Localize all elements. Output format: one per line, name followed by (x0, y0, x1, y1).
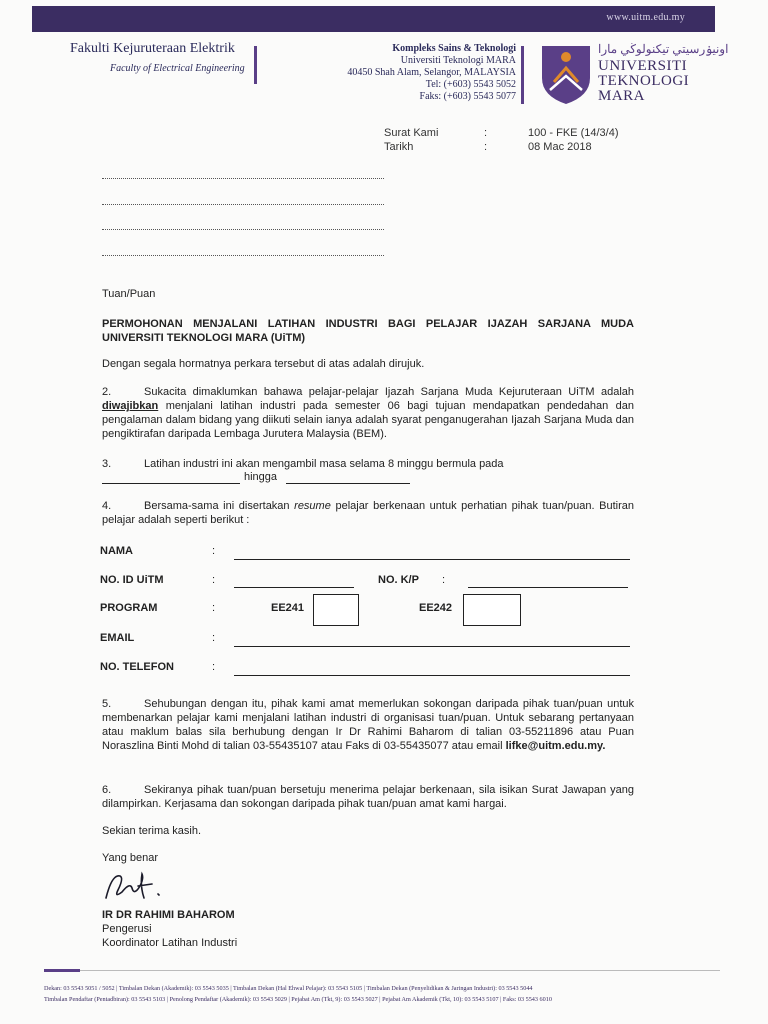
paragraph-5 (102, 697, 634, 753)
program-label: PROGRAM (100, 602, 158, 614)
ic-number-label: NO. K/P (378, 574, 419, 586)
footer-divider (80, 970, 720, 971)
address-line: Faks: (+603) 5543 5077 (419, 91, 516, 102)
date-colon: : (484, 141, 488, 153)
end-date-blank[interactable] (286, 483, 410, 484)
field-colon: : (212, 545, 216, 557)
contact-email: lifke@uitm.edu.my. (505, 740, 606, 752)
uitm-crest-logo (540, 44, 592, 106)
university-name-line: TEKNOLOGI (598, 73, 690, 89)
salutation: Tuan/Puan (102, 288, 156, 300)
university-name (598, 59, 689, 104)
paragraph-4 (102, 499, 634, 527)
student-id-label: NO. ID UiTM (100, 574, 164, 586)
opening-paragraph: Dengan segala hormatnya perkara tersebut di atas adalah dirujuk. (102, 358, 425, 370)
paragraph-3 (102, 457, 634, 471)
phone-label: NO. TELEFON (100, 661, 174, 673)
field-colon: : (212, 661, 216, 673)
field-colon: : (212, 602, 216, 614)
reference-colon: : (484, 127, 488, 139)
footer-contacts-line: Timbalan Pendaftar (Pentadbiran): 03 5543 5103 | Penolong Pendaftar (Akademik): 03 5543 5029 | Pejabat Am (Tkt, 9): 03 5543 5027 | Pejabat Am Akademik (Tkt, 10): 03 5543 5107 | Faks: 03 5543 6010 (44, 996, 552, 1003)
university-name-jawi: اونيۏرسيتي تيکنولوڬي مارا (598, 42, 729, 56)
paragraph-number: 5. (102, 698, 112, 710)
yang-benar: Yang benar (102, 852, 159, 864)
paragraph-text: hingga (244, 471, 278, 483)
field-colon: : (212, 574, 216, 586)
letter-subject: PERMOHONAN MENJALANI LATIHAN INDUSTRI BAGI PELAJAR IJAZAH SARJANA MUDA UNIVERSITI TEKNOLOGI MARA (UiTM) (102, 318, 634, 344)
footer-contacts-line: Dekan: 03 5543 5051 / 5052 | Timbalan Dekan (Akademik): 03 5543 5035 | Timbalan Dekan (Hal Ehwal Pelajar): 03 5543 5105 | Timbalan Dekan (Penyelidikan & Jaringan Industri): 03 5543 5044 (44, 985, 533, 992)
university-name-line: MARA (598, 88, 646, 104)
program-ee242-checkbox[interactable] (463, 594, 521, 626)
reference-number: 100 - FKE (14/3/4) (528, 127, 619, 139)
recipient-address-line[interactable] (102, 203, 384, 205)
reference-label: Surat Kami (384, 127, 439, 139)
closing-line: Sekian terima kasih. (102, 825, 202, 837)
email-field[interactable] (234, 646, 630, 647)
handwritten-signature (102, 868, 172, 904)
signatory-name: IR DR RAHIMI BAHAROM (102, 909, 235, 921)
paragraph-text: Sehubungan dengan itu, pihak kami amat memerlukan sokongan daripada pihak tuan/puan untuk membenarkan pelajar kami menjalani latihan industri di organisasi tuan/puan. Untuk sebarang pertanyaan atau maklum balas sila berhubung dengan Ir Dr Rahimi Baharom di talian 03-55211896 atau Puan Noraszlina Binti Mohd di talian 03-55435107 atau Faks di 03-55435077 atau email (102, 698, 634, 752)
paragraph-text: Latihan industri ini akan mengambil masa selama 8 minggu bermula pada (144, 458, 504, 470)
university-name-line: UNIVERSITI (598, 58, 688, 74)
date-label: Tarikh (384, 141, 414, 153)
recipient-address-line[interactable] (102, 254, 384, 256)
signatory-title: Pengerusi (102, 923, 152, 935)
address-line: Universiti Teknologi MARA (400, 55, 516, 66)
paragraph-number: 2. (102, 386, 112, 398)
faculty-name-english: Faculty of Electrical Engineering (110, 63, 245, 74)
field-colon: : (442, 574, 446, 586)
header-divider (254, 46, 257, 84)
header-divider (521, 46, 524, 104)
start-date-blank[interactable] (102, 483, 240, 484)
paragraph-number: 6. (102, 784, 112, 796)
name-field[interactable] (234, 559, 630, 560)
name-label: NAMA (100, 545, 133, 557)
paragraph-number: 3. (102, 458, 112, 470)
paragraph-text: Sekiranya pihak tuan/puan bersetuju menerima pelajar berkenaan, sila isikan Surat Jawapan yang dilampirkan. Kerjasama dan sokongan daripada pihak tuan/puan amat kami hargai. (102, 784, 634, 810)
address-line: 40450 Shah Alam, Selangor, MALAYSIA (347, 67, 516, 78)
phone-field[interactable] (234, 675, 630, 676)
footer-accent-bar (44, 969, 80, 972)
address-line: Tel: (+603) 5543 5052 (425, 79, 516, 90)
recipient-address-line[interactable] (102, 228, 384, 230)
emphasis-text: diwajibkan (102, 400, 159, 412)
header-band (32, 6, 715, 32)
faculty-name: Fakulti Kejuruteraan Elektrik (70, 41, 235, 56)
email-label: EMAIL (100, 632, 135, 644)
paragraph-6 (102, 783, 634, 811)
faculty-address (347, 43, 516, 103)
recipient-address-line[interactable] (102, 177, 384, 179)
paragraph-2 (102, 385, 634, 441)
student-id-field[interactable] (234, 587, 354, 588)
emphasis-text: resume (294, 500, 331, 512)
signatory-role: Koordinator Latihan Industri (102, 937, 238, 949)
paragraph-text: pelajar berkenaan untuk perhatian pihak tuan/puan. Butiran pelajar adalah seperti berikut : (102, 500, 634, 526)
website-url: www.uitm.edu.my (606, 12, 685, 23)
paragraph-text: Bersama-sama ini disertakan (144, 500, 290, 512)
paragraph-number: 4. (102, 500, 112, 512)
paragraph-text: menjalani latihan industri pada semester 06 bagi tujuan mendapatkan pendedahan dan pengalaman dalam bidang yang diikuti selain ianya adalah syarat penganugerahan Ijazah Sarjana Muda dan pengiktirafan daripada Lembaga Jurutera Malaysia (BEM). (102, 400, 634, 440)
paragraph-text: Sukacita dimaklumkan bahawa pelajar-pelajar Ijazah Sarjana Muda Kejuruteraan UiTM adalah (144, 386, 634, 398)
letter-date: 08 Mac 2018 (528, 141, 592, 153)
program-ee241-label: EE241 (271, 602, 305, 614)
program-ee242-label: EE242 (419, 602, 453, 614)
address-line: Kompleks Sains & Teknologi (392, 43, 516, 54)
field-colon: : (212, 632, 216, 644)
program-ee241-checkbox[interactable] (313, 594, 359, 626)
ic-number-field[interactable] (468, 587, 628, 588)
